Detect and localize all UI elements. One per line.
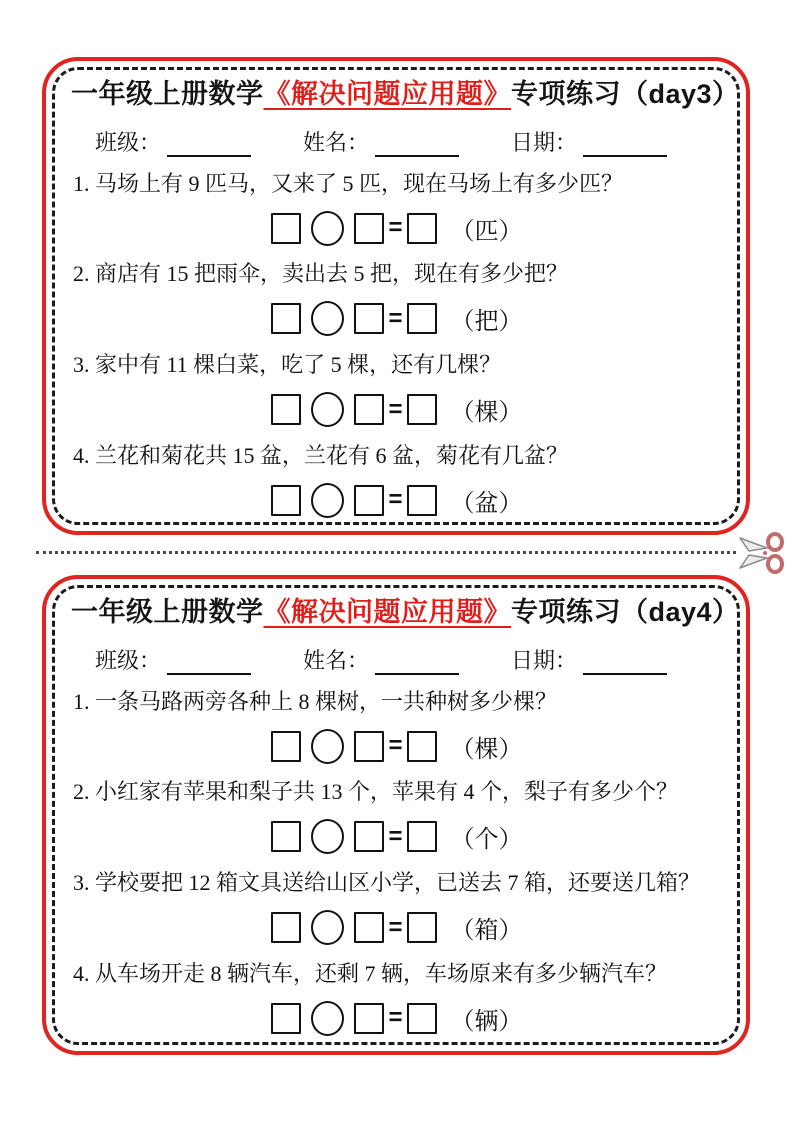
- result-box: [407, 485, 437, 516]
- equation-row: [71, 727, 723, 765]
- answer-box: [354, 213, 384, 244]
- equals-sign: =: [388, 822, 403, 850]
- result-box: [407, 303, 437, 334]
- answer-box: [354, 731, 384, 762]
- equation-row: [71, 391, 723, 429]
- title-suffix: 专项练习（day4）: [511, 597, 740, 627]
- class-label: 班级：: [95, 647, 162, 673]
- result-box: [407, 1003, 437, 1034]
- dashed-inner-border: [52, 585, 740, 1045]
- class-field: [95, 126, 251, 157]
- answer-box: [354, 1003, 384, 1034]
- title-highlight: 《解决问题应用题》: [263, 79, 511, 109]
- operator-circle: [311, 301, 344, 336]
- class-field: [95, 644, 251, 675]
- operator-circle: [311, 483, 344, 518]
- cut-line: [36, 551, 736, 554]
- unit-label: （辆）: [450, 1008, 523, 1035]
- answer-box: [271, 303, 301, 334]
- operator-circle: [311, 211, 344, 246]
- name-label: 姓名：: [303, 647, 370, 673]
- unit-label: （箱）: [450, 918, 523, 945]
- answer-box: [354, 394, 384, 425]
- operator-circle: [311, 392, 344, 427]
- problem-1: [71, 170, 723, 248]
- header-fields: [95, 644, 723, 675]
- header-fields: [95, 126, 723, 157]
- result-box: [407, 821, 437, 852]
- title-highlight: 《解决问题应用题》: [263, 597, 511, 627]
- problem-text: 4. 兰花和菊花共 15 盆，兰花有 6 盆，菊花有几盆？: [73, 442, 569, 468]
- name-blank-line: [375, 131, 459, 157]
- dashed-inner-border: [52, 67, 740, 525]
- answer-box: [271, 485, 301, 516]
- title-prefix: 一年级上册数学: [71, 79, 264, 109]
- equals-sign: =: [388, 732, 403, 760]
- class-label: 班级：: [95, 129, 162, 155]
- problem-1: [71, 688, 723, 766]
- equals-sign: =: [388, 913, 403, 941]
- answer-box: [354, 303, 384, 334]
- name-field: [303, 126, 459, 157]
- class-blank-line: [167, 649, 251, 675]
- result-box: [407, 731, 437, 762]
- name-blank-line: [375, 649, 459, 675]
- problem-text: 1. 马场上有 9 匹马，又来了 5 匹，现在马场上有多少匹？: [73, 170, 624, 196]
- operator-circle: [311, 729, 344, 764]
- date-field: [511, 126, 667, 157]
- answer-box: [271, 731, 301, 762]
- unit-label: （把）: [450, 309, 523, 336]
- problem-3: [71, 869, 723, 947]
- equals-sign: =: [388, 304, 403, 332]
- operator-circle: [311, 1001, 344, 1036]
- problem-4: [71, 442, 723, 520]
- answer-box: [271, 394, 301, 425]
- equation-row: [71, 909, 723, 947]
- equation-row: [71, 481, 723, 519]
- answer-box: [271, 912, 301, 943]
- unit-label: （个）: [450, 827, 523, 854]
- operator-circle: [311, 910, 344, 945]
- answer-box: [271, 821, 301, 852]
- result-box: [407, 213, 437, 244]
- equals-sign: =: [388, 214, 403, 242]
- equation-row: [71, 818, 723, 856]
- problem-text: 3. 学校要把 12 箱文具送给山区小学，已送去 7 箱，还要送几箱？: [73, 869, 701, 895]
- date-label: 日期：: [511, 129, 578, 155]
- title-suffix: 专项练习（day3）: [511, 79, 740, 109]
- card-title: [71, 78, 740, 112]
- problem-text: 4. 从车场开走 8 辆汽车，还剩 7 辆，车场原来有多少辆汽车？: [73, 960, 668, 986]
- unit-label: （棵）: [450, 736, 523, 763]
- problem-2: [71, 260, 723, 338]
- title-prefix: 一年级上册数学: [71, 597, 264, 627]
- problem-3: [71, 351, 723, 429]
- scissors-icon: [737, 531, 789, 575]
- answer-box: [354, 821, 384, 852]
- unit-label: （盆）: [450, 490, 523, 517]
- unit-label: （匹）: [450, 218, 523, 245]
- date-field: [511, 644, 667, 675]
- answer-box: [354, 912, 384, 943]
- result-box: [407, 912, 437, 943]
- answer-box: [271, 213, 301, 244]
- problem-text: 3. 家中有 11 棵白菜，吃了 5 棵，还有几棵？: [73, 351, 502, 377]
- problem-text: 2. 小红家有苹果和梨子共 13 个，苹果有 4 个，梨子有多少个？: [73, 779, 679, 805]
- date-blank-line: [583, 649, 667, 675]
- equation-row: [71, 999, 723, 1037]
- name-field: [303, 644, 459, 675]
- unit-label: （棵）: [450, 400, 523, 427]
- answer-box: [271, 1003, 301, 1034]
- problem-4: [71, 960, 723, 1038]
- name-label: 姓名：: [303, 129, 370, 155]
- date-blank-line: [583, 131, 667, 157]
- problem-text: 1. 一条马路两旁各种上 8 棵树，一共种树多少棵？: [73, 688, 558, 714]
- equation-row: [71, 209, 723, 247]
- equals-sign: =: [388, 486, 403, 514]
- worksheet-card-day4: [42, 575, 750, 1055]
- class-blank-line: [167, 131, 251, 157]
- date-label: 日期：: [511, 647, 578, 673]
- equation-row: [71, 300, 723, 338]
- equals-sign: =: [388, 395, 403, 423]
- equals-sign: =: [388, 1004, 403, 1032]
- operator-circle: [311, 819, 344, 854]
- card-title: [71, 596, 740, 630]
- problem-2: [71, 778, 723, 856]
- worksheet-card-day3: [42, 57, 750, 535]
- result-box: [407, 394, 437, 425]
- problem-text: 2. 商店有 15 把雨伞，卖出去 5 把，现在有多少把？: [73, 261, 569, 287]
- answer-box: [354, 485, 384, 516]
